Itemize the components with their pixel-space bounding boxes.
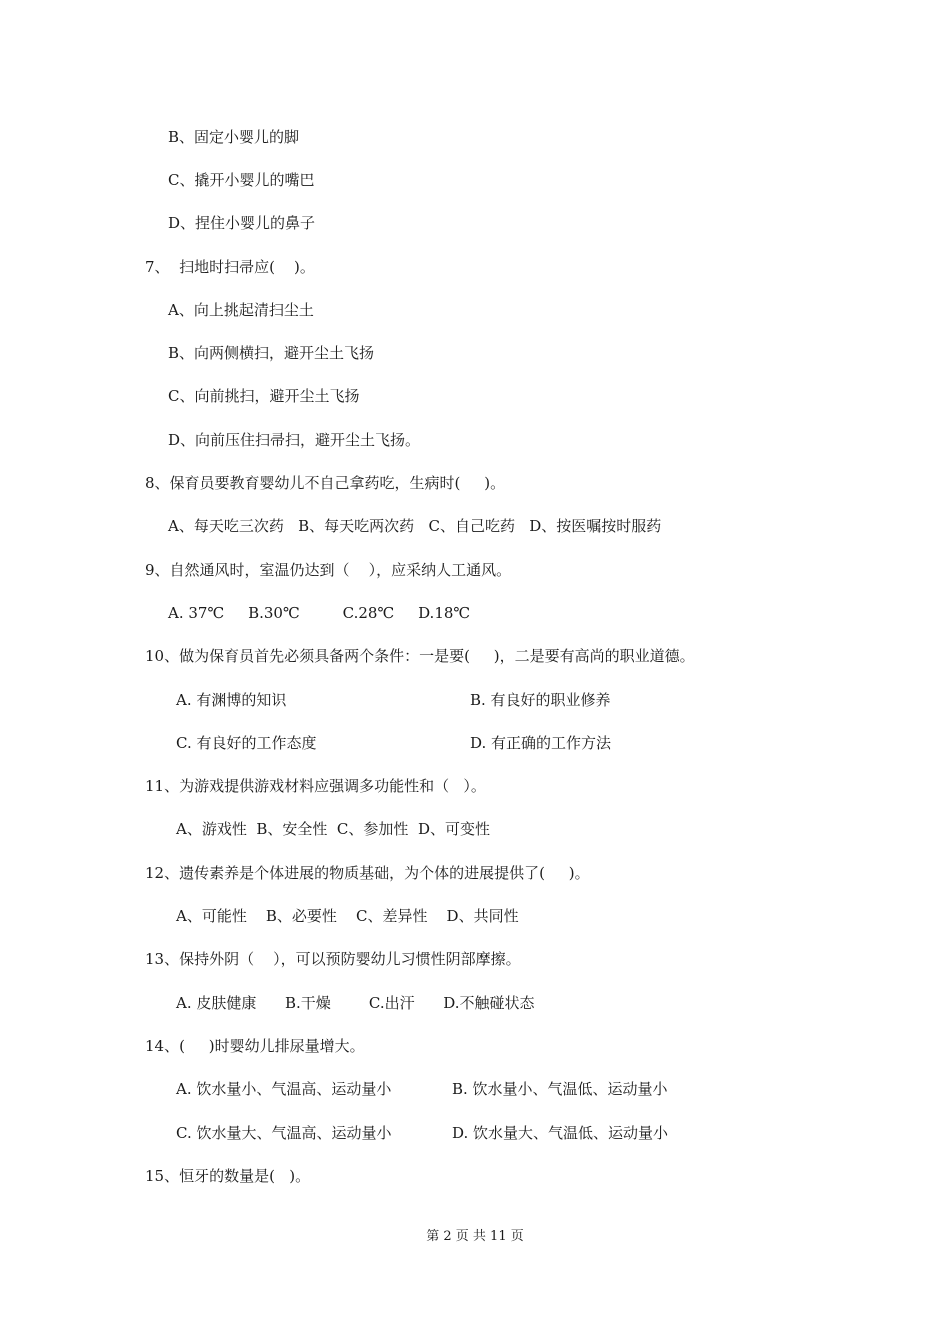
q14-option-b: B. 饮水量小、气温低、运动量小 xyxy=(452,1080,668,1098)
q12-stem: 12、遗传素养是个体进展的物质基础，为个体的进展提供了( )。 xyxy=(145,864,590,882)
q7-option-b: B、向两侧横扫，避开尘土飞扬 xyxy=(168,344,375,362)
q14-stem: 14、( )时婴幼儿排尿量增大。 xyxy=(145,1037,365,1055)
q14-option-d: D. 饮水量大、气温低、运动量小 xyxy=(452,1124,669,1142)
q13-options: A. 皮肤健康 B.干燥 C.出汗 D.不触碰状态 xyxy=(176,994,535,1012)
q10-stem: 10、做为保育员首先必须具备两个条件：一是要( )，二是要有高尚的职业道德。 xyxy=(145,647,695,665)
q11-stem: 11、为游戏提供游戏材料应强调多功能性和（ ）。 xyxy=(145,777,486,795)
q9-options: A. 37℃ B.30℃ C.28℃ D.18℃ xyxy=(168,604,471,622)
q14-option-a: A. 饮水量小、气温高、运动量小 xyxy=(176,1080,392,1098)
q13-stem: 13、保持外阴（ ），可以预防婴幼儿习惯性阴部摩擦。 xyxy=(145,950,521,968)
q6-option-d: D、捏住小婴儿的鼻子 xyxy=(168,214,316,232)
q15-stem: 15、恒牙的数量是( )。 xyxy=(145,1167,311,1185)
q12-options: A、可能性 B、必要性 C、差异性 D、共同性 xyxy=(176,907,519,925)
q6-option-b: B、固定小婴儿的脚 xyxy=(168,128,300,146)
q8-options: A、每天吃三次药 B、每天吃两次药 C、自己吃药 D、按医嘱按时服药 xyxy=(168,517,662,535)
q6-option-c: C、撬开小婴儿的嘴巴 xyxy=(168,171,315,189)
q14-option-c: C. 饮水量大、气温高、运动量小 xyxy=(176,1124,392,1142)
q7-option-d: D、向前压住扫帚扫，避开尘土飞扬。 xyxy=(168,431,421,449)
q7-option-a: A、向上挑起清扫尘土 xyxy=(168,301,314,319)
q10-option-d: D. 有正确的工作方法 xyxy=(470,734,612,752)
q11-options: A、游戏性 B、安全性 C、参加性 D、可变性 xyxy=(176,820,490,838)
q9-stem: 9、自然通风时，室温仍达到（ ），应采纳人工通风。 xyxy=(145,561,512,579)
q10-option-a: A. 有渊博的知识 xyxy=(176,691,287,709)
q7-option-c: C、向前挑扫，避开尘土飞扬 xyxy=(168,387,360,405)
q10-option-c: C. 有良好的工作态度 xyxy=(176,734,317,752)
page-footer: 第 2 页 共 11 页 xyxy=(426,1229,524,1244)
q8-stem: 8、保育员要教育婴幼儿不自己拿药吃，生病时( )。 xyxy=(145,474,506,492)
q7-stem: 7、 扫地时扫帚应( )。 xyxy=(145,258,315,276)
q10-option-b: B. 有良好的职业修养 xyxy=(470,691,611,709)
